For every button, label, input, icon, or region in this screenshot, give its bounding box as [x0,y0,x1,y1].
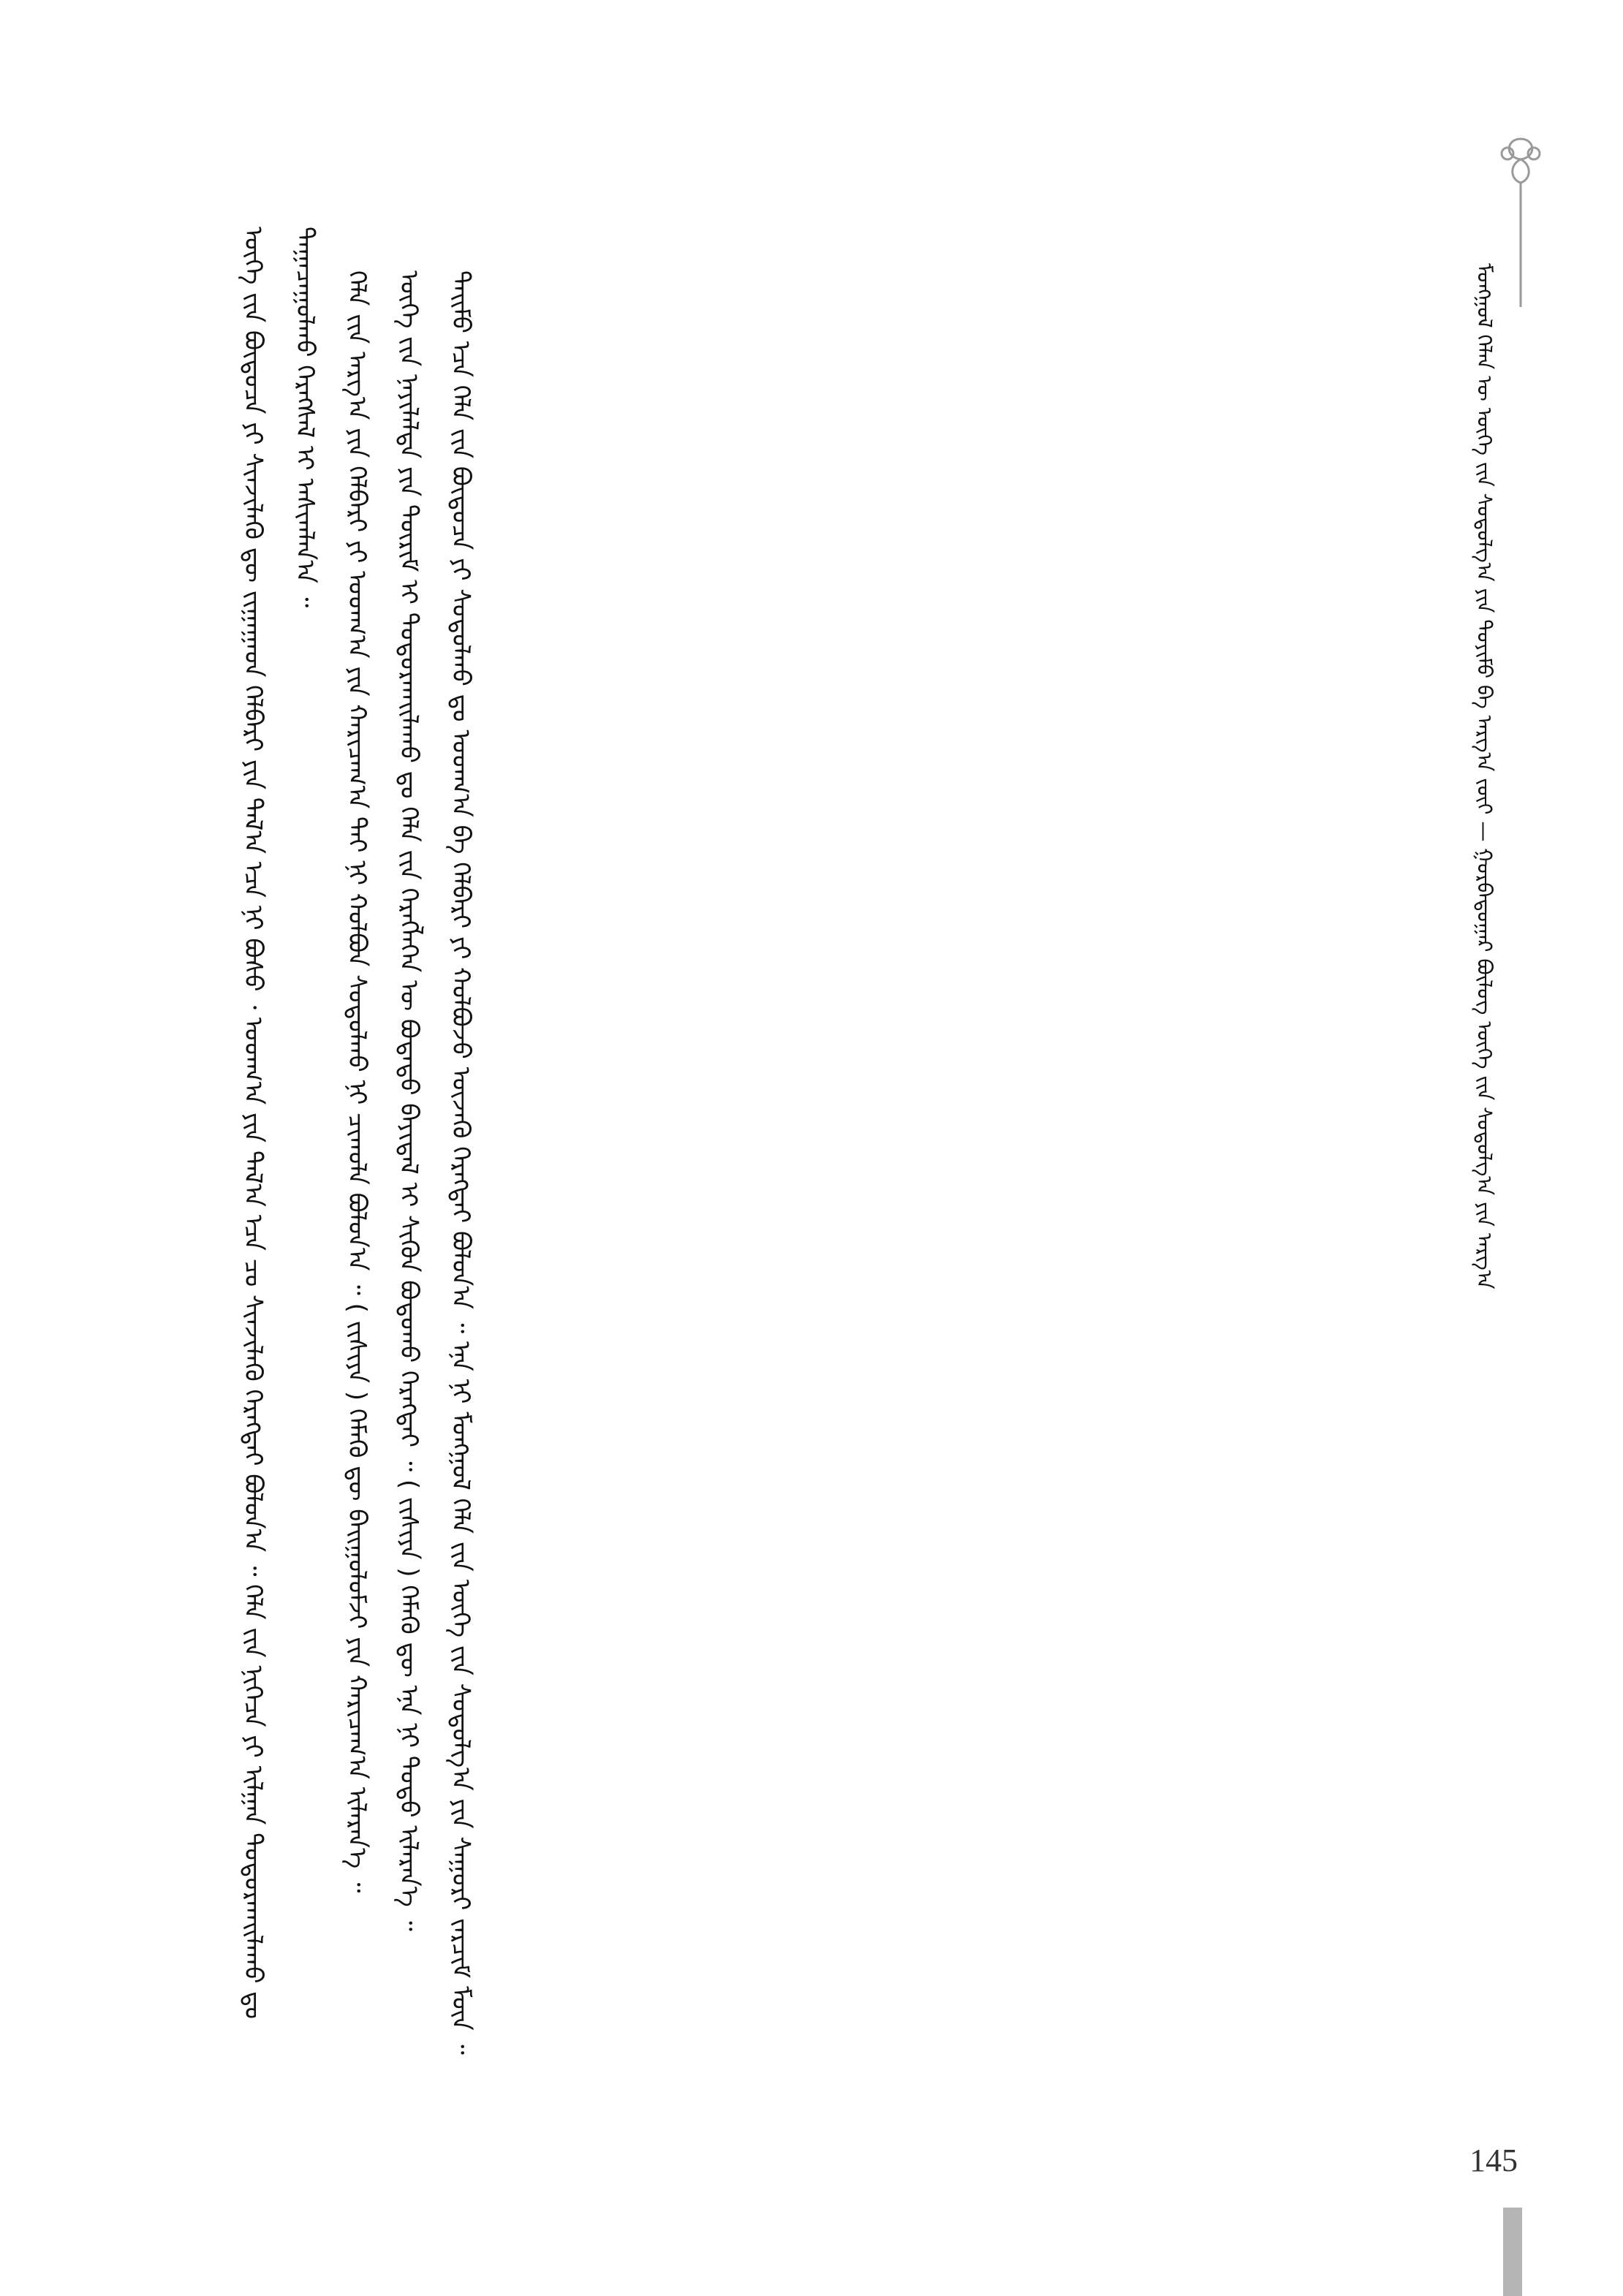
paragraph: ᠲᠡᠢᠮᠦ ᠡᠴᠡ ᠬᠡᠯᠡ ᠵᠢᠨ ᠪᠦᠲᠦᠴᠡ ᠶᠢ ᠰᠤᠳᠤᠯᠬᠤ ᠳᠤ ᠤᠳᠬ᠎ᠠ ᠪᠠ ᠬᠡᠯᠪᠡᠷᠢ ᠶᠢ ᠬᠣᠯᠪᠣᠵᠤ ᠦᠵᠡᠬᠦ ᠬᠡᠷᠡᠭᠲᠡᠢ ᠪᠣᠯᠤᠨ᠎ᠠ ᠃ ᠡᠨᠡ ᠨᠢ ᠮᠣᠩᠭᠣᠯ ᠬᠡᠯᠡ ᠵᠢᠨ ᠦᠭᠡ ᠵᠢᠨ ᠰᠤᠳᠤᠯᠭ᠎ᠠ ᠶᠢᠨ ᠰᠠᠭᠤᠷᠢ ᠵᠠᠷᠴᠢᠮ ᠮᠥᠨ ᠃ [446,270,475,2055]
header-ornament [1491,124,1550,314]
paragraph: ᠦᠭᠡ ᠵᠢᠨ ᠪᠦᠲᠦᠴᠡ ᠶᠢ ᠰᠢᠨᠵᠢᠯᠡᠬᠦ ᠳᠦ ᠵᠢᠭᠠᠭᠠᠳ ᠬᠡᠯᠪᠡᠷᠢ ᠶᠢᠨ ᠲᠠᠯ᠎ᠠ ᠡᠴᠡ ᠨᠢ ᠪᠤᠰᠤ ᠂ ᠤᠳᠬ᠎ᠠ ᠶᠢᠨ ᠲᠠᠯ᠎ᠠ ᠡᠴᠡ ᠴᠤ ᠰᠢᠨᠵᠢᠯᠡᠬᠦ ᠬᠡᠷᠡᠭᠲᠡᠢ ᠪᠣᠯᠤᠨ᠎ᠠ ᠃ ᠬᠡᠯᠡ ᠵᠢᠨ ᠨᠢᠭᠡᠴᠡ ᠶᠢ ᠢᠯᠭᠠᠨ ᠲᠣᠳᠤᠷᠬᠠᠢᠯᠠᠬᠤ ᠳᠤ ᠳᠠᠭᠠᠴᠠᠭᠤᠯᠬᠤ ᠬᠡᠷᠡᠭᠰᠡᠯ ᠢ ᠠᠰᠢᠭᠯᠠᠨ᠎ᠠ ᠃ [238,227,319,2020]
paragraph: ᠬᠡᠯᠡ ᠵᠢᠨ ᠠᠷᠭ᠎ᠠ ᠶᠢᠨ ᠬᠡᠯᠪᠡᠷᠢ ᠶᠢ ᠤᠳᠬ᠎ᠠ ᠶᠢᠨ ᠬᠠᠷᠢᠴᠠᠭ᠎ᠠ ᠲᠠᠢ ᠨᠢ ᠬᠣᠯᠪᠣᠨ ᠰᠤᠳᠤᠯᠬᠤ ᠨᠢ ᠴᠢᠬᠤᠯᠠ ᠪᠣᠯᠤᠨ᠎ᠠ ᠃ ( ᠵᠢᠱᠢᠶᠡ ) ᠬᠡᠮᠡᠬᠦ ᠳᠦ ᠪᠠᠢᠭᠤᠯᠤᠮᠵᠢ ᠶᠢᠨ ᠬᠠᠷᠢᠴᠠᠭ᠎ᠠ ᠢᠯᠡᠷᠡᠨ᠎ᠡ ᠃ [342,270,371,1893]
body-text [227,227,1440,2156]
side-thumb-bar [1503,2208,1522,2296]
running-header: ᠮᠣᠩᠭᠣᠯ ᠬᠡᠯᠡᠨ ᠦ ᠦᠭᠡ ᠵᠢᠨ ᠰᠤᠳᠤᠯᠭ᠎ᠠ ᠶᠢᠨ ᠲᠣᠶᠢᠮᠤ ᠪᠠ ᠠᠷᠭ᠎ᠠ ᠵᠦᠢ — ᠭᠤᠷᠪᠠᠳᠤᠭᠠᠷ ᠪᠦᠯᠦᠭ ᠦᠭᠡ ᠵᠢᠨ ᠰᠤᠳᠤᠯᠭ᠎ᠠ ᠶᠢᠨ ᠠᠷᠭ᠎ᠠ [1472,263,1497,1289]
paragraph: ᠦᠭᠡ ᠵᠢᠨ ᠨᠡᠶᠢᠯᠡᠯᠲᠡ ᠶᠢᠨ ᠳᠦᠷᠢᠮ ᠢ ᠲᠣᠳᠤᠷᠬᠠᠢᠯᠠᠬᠤ ᠳᠤ ᠬᠡᠯᠡ ᠵᠢᠨ ᠬᠡᠷᠡᠭᠯᠡᠭᠡᠨ ᠦ ᠪᠣᠳᠠᠲᠤ ᠪᠠᠶᠢᠳᠠᠯ ᠢ ᠰᠢᠭᠦᠨ ᠪᠣᠳᠣᠬᠤ ᠬᠡᠷᠡᠭᠲᠡᠢ ᠃ ( ᠵᠢᠱᠢᠶᠡ ) ᠬᠡᠮᠡᠬᠦ ᠳᠦ ᠡᠨᠡ ᠨᠢ ᠲᠣᠳᠣ ᠢᠯᠡᠷᠡᠨ᠎ᠡ ᠃ [394,270,423,1931]
page-number: 145 [1469,2142,1518,2178]
